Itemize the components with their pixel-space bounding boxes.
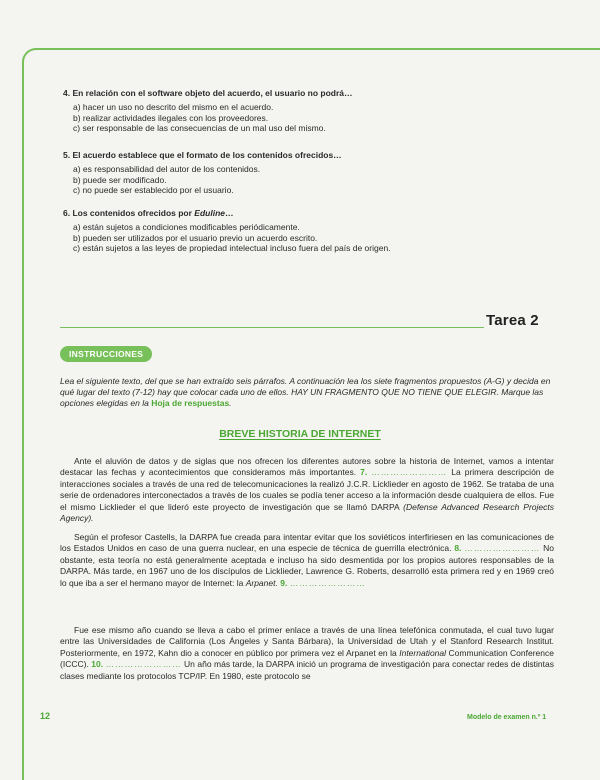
option-c: c) están sujetos a las leyes de propiedad intelectual incluso fuera del país de origen. bbox=[73, 243, 391, 253]
paragraph-1: Ante el aluvión de datos y de siglas que nos ofrecen los diferentes autores sobre la historia de Internet, vamos a intentar destacar las fechas y acontecimientos que consideramos más importantes. 7. …………………… La primera descripción de interacciones sociales a través de una red de telecomunicaciones la realizó J.C.R. Licklieder en agosto de 1962. Se trataba de una serie de ordenadores interconectados a través de los cuales se podía tener acceso a la información desde cualquiera de ellos. Fue el mismo Licklieder el que lideró este proyecto de investigación que se llamó DARPA (Defense Advanced Research Projects Agency). bbox=[60, 456, 554, 524]
question-6 bbox=[63, 208, 391, 254]
question-stem: 6. Los contenidos ofrecidos por Eduline… bbox=[63, 208, 234, 218]
paragraph-2: Según el profesor Castells, la DARPA fue creada para intentar evitar que los soviéticos interfiriesen en las comunicaciones de los Estados Unidos en caso de una guerra nuclear, en una especie de técnica de guerrilla electrónica. 8. …………………… No obstante, esta teoría no está generalmente aceptada e incluso ha sido desmentida por los propios autores responsables de la DARPA. Más tarde, en 1967 uno de los discípulos de Licklieder, Lawrence G. Roberts, desarrolló esta primera red y en 1969 creó lo que iba a ser el hermano mayor de Internet: la Arpanet. 9. …………………… bbox=[60, 532, 554, 588]
option-a: a) están sujetos a condiciones modificables periódicamente. bbox=[73, 222, 300, 232]
instructions-badge: INSTRUCCIONES bbox=[60, 346, 152, 362]
option-b: b) realizar actividades ilegales con los proveedores. bbox=[73, 112, 269, 123]
gap-9[interactable]: 9. bbox=[280, 577, 288, 588]
option-b: b) puede ser modificado. bbox=[73, 174, 167, 185]
gap-10[interactable]: 10. bbox=[91, 659, 104, 670]
question-stem: 4. En relación con el software objeto del acuerdo, el usuario no podrá… bbox=[63, 88, 353, 98]
answer-sheet-link: Hoja de respuestas bbox=[151, 398, 230, 408]
gap-7[interactable]: 7. bbox=[360, 467, 368, 478]
article-title: BREVE HISTORIA DE INTERNET bbox=[219, 428, 381, 440]
paragraph-3: Fue ese mismo año cuando se lleva a cabo el primer enlace a través de una línea telefónica conmutada, el cual tuvo lugar entre las Universidades de California (Los Ángeles y Santa Bárbara), la Universidad de Utah y el Stanford Research Institut. Posteriormente, en 1972, Kahn dio a conocer en público por primera vez el Arpanet en la International Communication Conference (ICCC). 10. …………………… Un año más tarde, la DARPA inició un programa de investigación para conectar redes de distintas clases mediante los protocolos TCP/IP. En 1980, este protocolo se bbox=[60, 625, 554, 681]
task-title: Tarea 2 bbox=[486, 312, 539, 329]
instructions-text: Lea el siguiente texto, del que se han extraído seis párrafos. A continuación lea los siete fragmentos propuestos (A-G) y decida en qué lugar del texto (7-12) hay que colocar cada uno de ellos. HAY UN FRAGMENTO QUE NO TIENE QUE ELEGIR. Marque las opciones elegidas en la Hoja de respuestas. bbox=[60, 376, 551, 408]
gap-8[interactable]: 8. bbox=[454, 543, 462, 554]
option-a: a) es responsabilidad del autor de los contenidos. bbox=[73, 164, 261, 174]
page-number: 12 bbox=[40, 711, 51, 721]
option-b: b) pueden ser utilizados por el usuario previo un acuerdo escrito. bbox=[73, 232, 318, 243]
exam-model-label: Modelo de examen n.º 1 bbox=[467, 714, 547, 721]
question-stem: 5. El acuerdo establece que el formato de los contenidos ofrecidos… bbox=[63, 150, 342, 160]
question-4 bbox=[63, 88, 353, 134]
section-divider bbox=[60, 327, 484, 328]
option-c: c) no puede ser establecido por el usuario. bbox=[73, 185, 234, 195]
question-5 bbox=[63, 150, 342, 196]
option-a: a) hacer un uso no descrito del mismo en el acuerdo. bbox=[73, 102, 274, 112]
option-c: c) ser responsable de las consecuencias de un mal uso del mismo. bbox=[73, 123, 326, 133]
